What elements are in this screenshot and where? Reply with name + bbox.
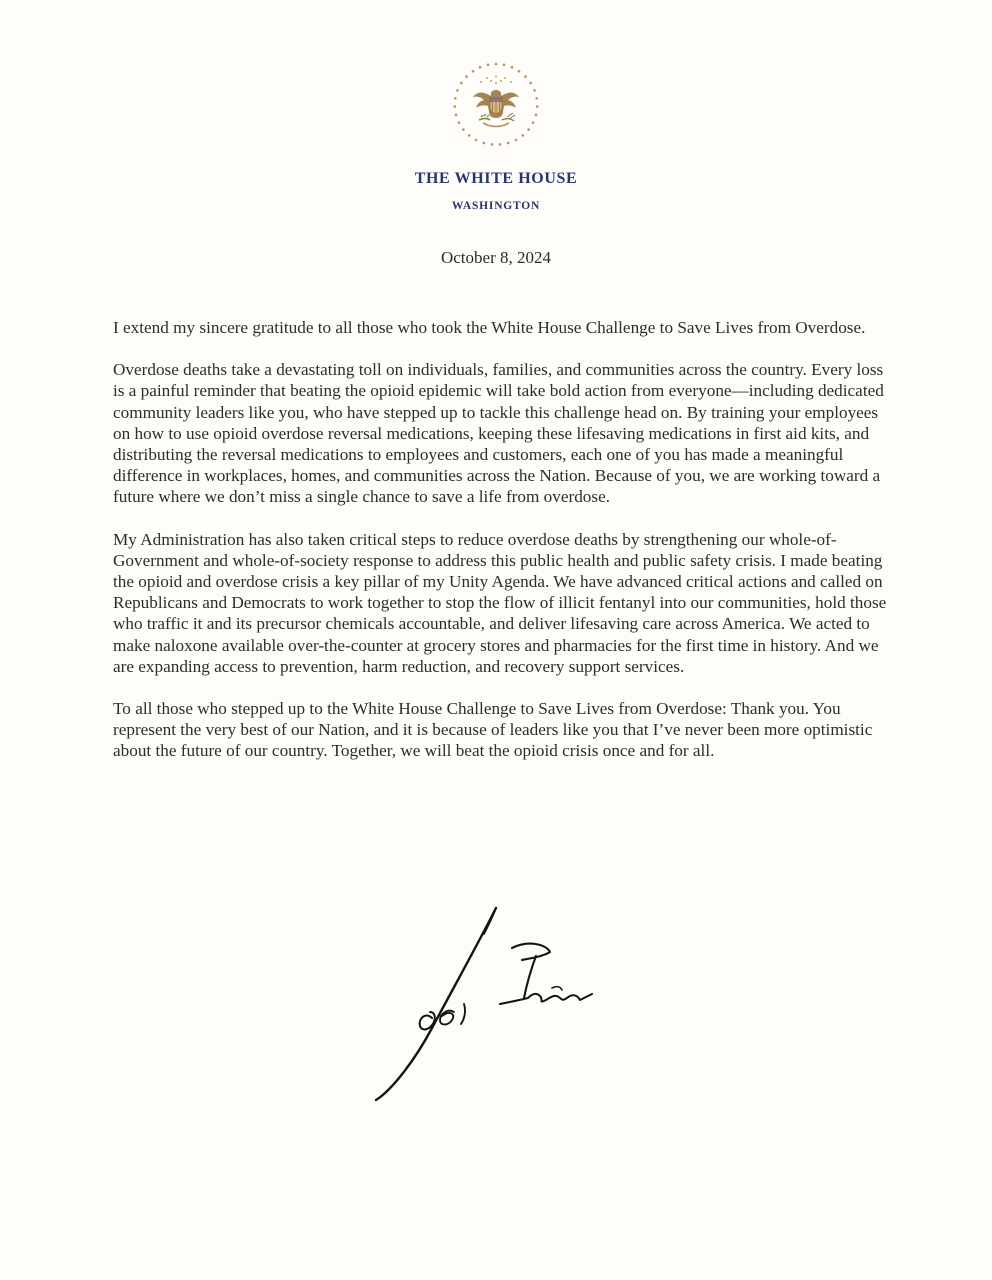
paragraph: Overdose deaths take a devastating toll on individuals, families, and communities across the country. Every loss is a painful reminder that beating the opioid epidemic will take bold action from everyone—including dedicated community leaders like you, who have stepped up to tackle this challenge head on. By training your employees on how to use opioid overdose reversal medications, keeping these lifesaving medications in first aid kits, and distributing the reversal medications to employees and customers, each one of you has made a meaningful difference in workplaces, homes, and communities across the Nation. Because of you, we are working toward a future where we don’t miss a single chance to save a life from overdose. [113, 360, 884, 507]
letterhead-title: THE WHITE HOUSE [414, 170, 578, 187]
presidential-seal-icon [451, 60, 541, 150]
paragraph: To all those who stepped up to the White House Challenge to Save Lives from Overdose: Thank you. You represent the very best of our Nation, and it is because of leaders like you that I’ve never been more optimistic about the future of our country. Together, we will beat the opioid crisis once and for all. [113, 699, 873, 761]
letterhead-city: WASHINGTON [451, 200, 541, 212]
handwritten-signature-icon [360, 900, 630, 1110]
letter-body [113, 317, 893, 783]
letter-date: October 8, 2024 [440, 248, 551, 267]
paragraph: My Administration has also taken critical steps to reduce overdose deaths by strengthening our whole-of-Government and whole-of-society response to address this public health and public safety crisis. I made beating the opioid and overdose crisis a key pillar of my Unity Agenda. We have advanced critical actions and called on Republicans and Democrats to work together to stop the flow of illicit fentanyl into our communities, hold those who traffic it and its precursor chemicals accountable, and deliver lifesaving care across America. We acted to make naloxone available over-the-counter at grocery stores and pharmacies for the first time in history. And we are expanding access to prevention, harm reduction, and recovery support services. [113, 529, 887, 676]
paragraph: I extend my sincere gratitude to all those who took the White House Challenge to Save Lives from Overdose. [113, 318, 866, 337]
